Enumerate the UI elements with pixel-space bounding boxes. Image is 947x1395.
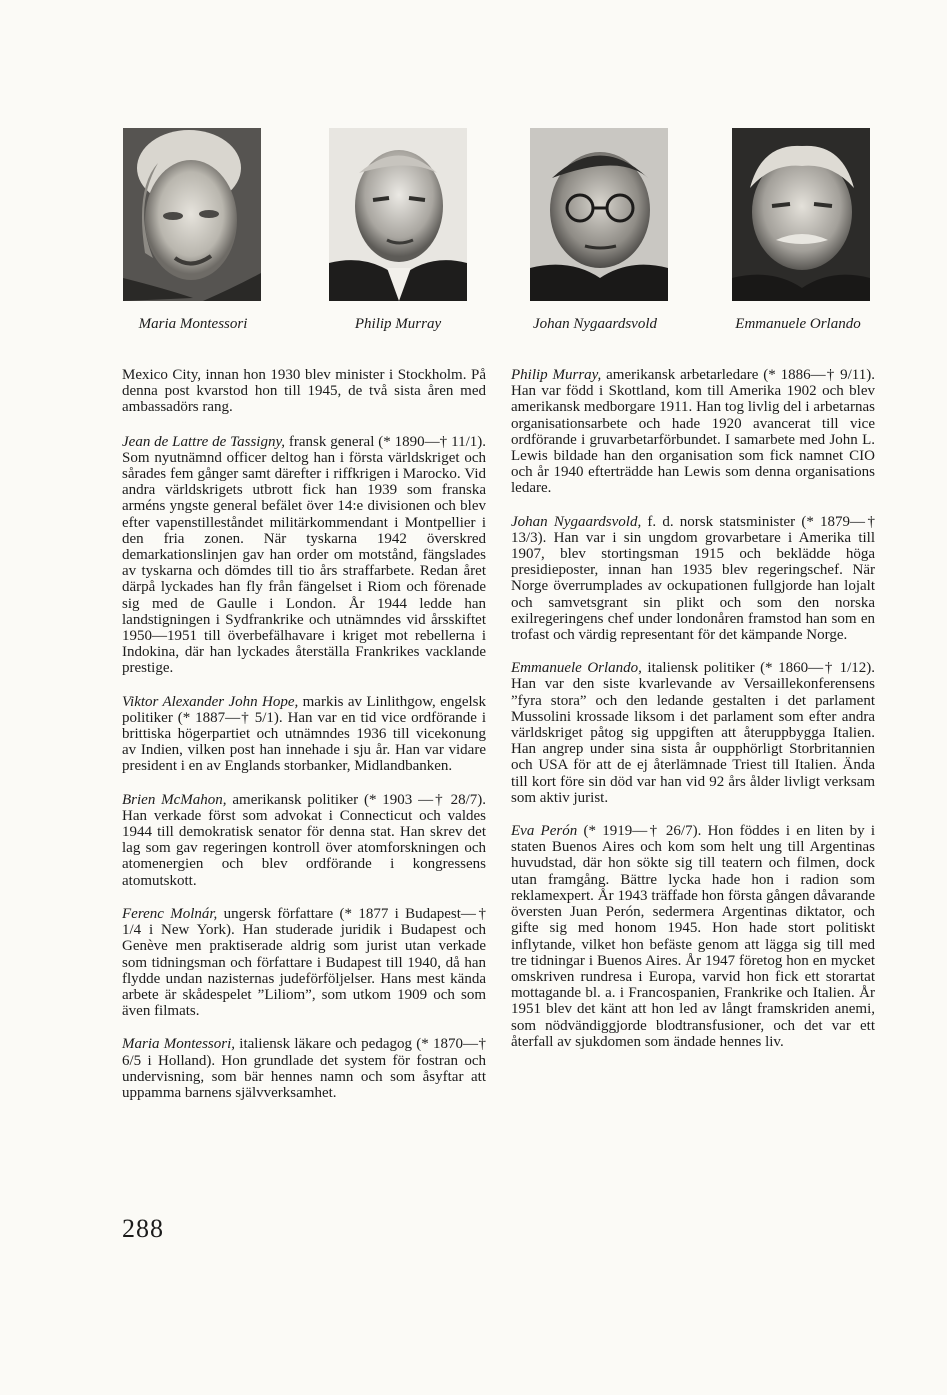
entry-name: Brien McMahon, [122, 791, 227, 808]
portrait-caption: Johan Nygaardsvold [532, 316, 657, 332]
portrait-image [329, 128, 467, 301]
portrait-photo-nygaardsvold [530, 128, 668, 301]
article-paragraph [511, 367, 875, 497]
entry-text: amerikansk arbetarledare (* 1886—† 9/11). Han var född i Skottland, kom till Amerika 1902 och blev amerikansk medborgare 1911. Han tog livlig del i arbetarnas organisationsarbete och hade 1920 avancerat till vice ordförande i gruvarbetarförbundet. I samarbete med John L. Lewis bildade han den organisation som fick namnet CIO och år 1940 efterträdde han Lewis som denna organisations ledare. [511, 367, 876, 497]
article-paragraph [122, 434, 486, 677]
page-number: 288 [122, 1214, 164, 1243]
article-paragraph [122, 1036, 486, 1101]
entry-text: fransk general (* 1890—† 11/1). Som nyutnämnd officer deltog han i första världskriget och sårades fem gånger samt därefter i riffkrigen i Marocko. Vid andra världskrigets utbrott fick han 1939 som franska arméns yngste general befälet över 14:e divisionen och blev efter vapenstilleståndet militärkommendant i Montpellier i den fria zonen. När tyskarna 1942 överskred demarkationslinjen gav han order om motstånd, fängslades av tyskarna och dömdes till tio års straffarbete. Redan året därpå lyckades han fly från fängelset i Riom och förenade sig med de Gaulle i London. År 1944 ledde han landstigningen i Sydfrankrike och utnämndes vid årsskiftet 1950—1951 till överbefälhavare i kriget mot rebellerna i Indokina, där han lyckades återställa Frankrikes vacklande prestige. [122, 433, 486, 677]
entry-name: Emmanuele Orlando, [511, 660, 642, 677]
entry-name: Jean de Lattre de Tassigny, [122, 433, 286, 450]
entry-name: Maria Montessori, [122, 1036, 236, 1053]
article-paragraph [122, 694, 486, 775]
portrait-image [732, 128, 870, 301]
article-paragraph [122, 792, 486, 889]
article-paragraph [122, 906, 486, 1019]
entry-name: Philip Murray, [511, 367, 602, 383]
text-column-left [122, 367, 486, 1118]
portrait-caption: Philip Murray [354, 316, 442, 332]
entry-text: italiensk politiker (* 1860—† 1/12). Han var den siste kvarlevande av Versaillekonferensens ”fyra stora” och den ledande gestalten i det parlament Mussolini krossade liksom i det parlament som efter andra världskriget påtog sig uppgiften att återuppbygga Italien. Han angrep under sina sista år oupphörligt Storbritannien och USA för att de ej återlämnade Triest till Italien. Ända till kort före sin död var han vid 92 års ålder livligt verksam som aktiv jurist. [511, 660, 875, 806]
article-paragraph [511, 660, 875, 806]
article-paragraph [122, 367, 486, 416]
portrait-image [530, 128, 668, 301]
entry-text: f. d. norsk statsminister (* 1879—† 13/3). Han var i sin ungdom grovarbetare i Amerika till 1907, blev stortingsman 1915 och beklädde höga presidieposter, innan han 1935 blev regeringschef. När Norge överrumplades av ockupationen fullgjorde han lojalt och samvetsgrant sin plikt och som den norska exilregeringens chef under londonåren framstod han som en trofast och värdig representant för det kämpande Norge. [511, 513, 875, 644]
article-paragraph [511, 823, 875, 1050]
entry-name: Ferenc Molnár, [122, 905, 218, 922]
portrait-photo-murray [329, 128, 467, 301]
entry-text: (* 1919—† 26/7). Hon föddes i en liten by i staten Buenos Aires och kom som helt ung till Argentinas huvudstad, där hon sökte sig till teatern och filmen, dock utan framgång. Bättre lycka hade hon i radion som reklamexpert. År 1943 träffade hon första gången dåvarande översten Juan Perón, sedermera Argentinas diktator, och gifte sig med honom 1945. Hon hade stort politiskt inflytande, vilket hon befäste genom att lägga sig till med tre tidningar i Buenos Aires. År 1947 företog hon en mycket omskriven rundresa i Europa, varvid hon fick ett storartat mottagande bl. a. i Francospanien, Frankrike och Italien. År 1951 blev det känt att hon led av långt framskriden anemi, som nödvändiggjorde blodtransfusioner, och det var ett återfall av sjukdomen som ändade hennes liv. [511, 823, 875, 1050]
portrait-photo-montessori [123, 128, 261, 301]
entry-text: amerikansk politiker (* 1903 —† 28/7). Han verkade först som advokat i Connecticut och valdes 1944 till demokratisk senator för denna stat. Han skrev det lag som gav regeringen kontroll över atomforskningen och atomenergien och blev ordförande i kongressens atomutskott. [122, 791, 486, 889]
entry-text: italiensk läkare och pedagog (* 1870—† 6/5 i Holland). Hon grundlade det system för fostran och undervisning, som bär hennes namn och som åsyftar att uppamma barnens självverksamhet. [122, 1036, 486, 1101]
entry-name: Eva Perón [511, 823, 578, 840]
entry-name: Viktor Alexander John Hope, [122, 693, 299, 710]
portrait-image [123, 128, 261, 301]
entry-text: Mexico City, innan hon 1930 blev minister i Stockholm. På denna post kvarstod hon till 1945, de två sista åren med ambassadörs rang. [122, 367, 486, 416]
article-paragraph [511, 514, 875, 644]
portrait-photo-orlando [732, 128, 870, 301]
portrait-caption: Maria Montessori [138, 316, 248, 332]
entry-text: ungersk författare (* 1877 i Budapest—† 1/4 i New York). Han studerade juridik i Budapest och Genève men praktiserade aldrig som jurist utan verkade som tidningsman och författare i Budapest till 1940, då han flydde undan nazisternas judeförföljelser. Hans mest kända arbete är skådespelet ”Liliom”, som utkom 1909 och som även filmats. [122, 905, 486, 1020]
text-column-right [511, 367, 875, 1067]
portrait-caption: Emmanuele Orlando [735, 316, 861, 332]
entry-text: markis av Linlithgow, engelsk politiker (* 1887—† 5/1). Han var en tid vice ordförande i brittiska högerpartiet och utnämndes 1936 till vicekonung av Indien, vilken post han innehade i sju år. Han var vidare president i en av Englands storbanker, Midlandbanken. [122, 693, 486, 775]
entry-name: Johan Nygaardsvold, [511, 513, 642, 530]
